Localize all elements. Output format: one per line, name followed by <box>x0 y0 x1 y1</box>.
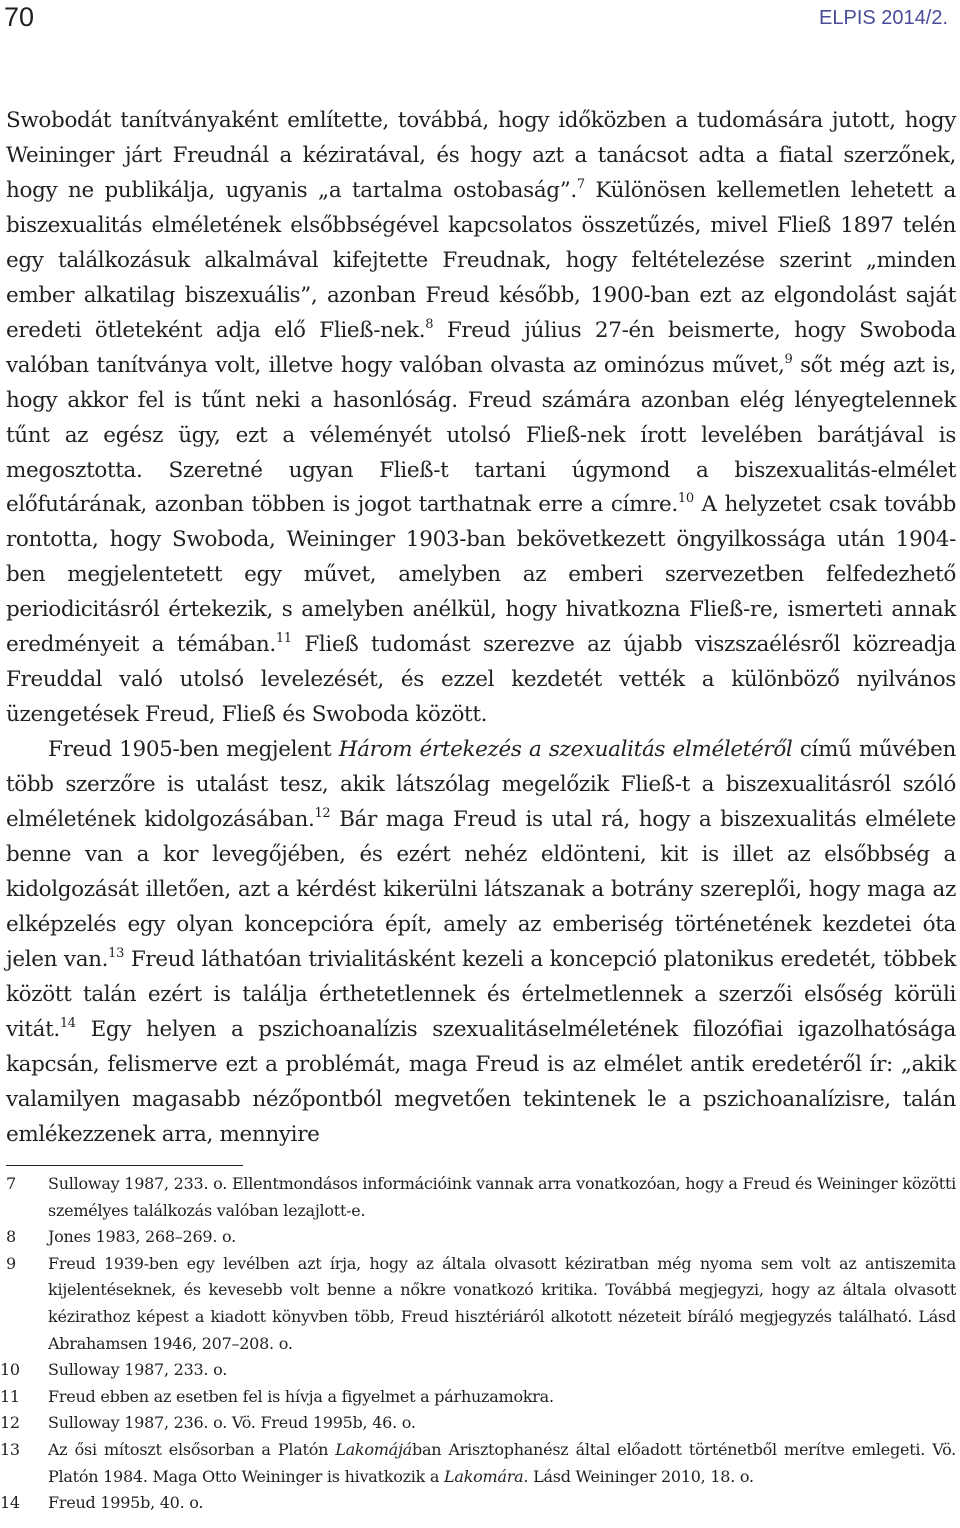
footnote-ref-10: 10 <box>677 491 694 507</box>
paragraph-2 <box>6 733 956 1152</box>
footnote-text: Freud 1939-ben egy levélben azt írja, hogy az általa olvasott kéziratban még nyoma sem volt az antiszemita kijelentéseknek, és kevesebb volt benne a nőkre vonatkozó kritika. Továbbá megjegyzi, hogy az általa olvasott kézirathoz képest a kiadott könyvben több, Freud hisztériáról alkotott nézeteit bíráló megjegyzés található. Lásd Abrahamsen 1946, 207–208. o. <box>48 1253 956 1353</box>
footnote-11 <box>0 1384 956 1411</box>
text-span: sőt még azt is, hogy akkor fel is tűnt neki a hasonlóság. Freud számára azonban elég lényegtelennek tűnt az egész ügy, ezt a véleményét utolsó Fließ-nek írott levelében barátjával is megosztotta. Szeretné ugyan Fließ-t tartani úgymond a biszexualitás-elmélet előfutárának, azonban többen is jogot tarthatnak erre a címre. <box>6 352 956 518</box>
footnote-text: Sulloway 1987, 233. o. Ellentmondásos információink vannak arra vonatkozóan, hogy a Freud és Weininger közötti személyes találkozás valóban lezajlott-e. <box>48 1174 956 1220</box>
footnote-number: 11 <box>0 1386 20 1406</box>
text-span: Freud láthatóan trivialitásként kezeli a koncepció platonikus eredetét, többek között talán ezért is találja érthetetlennek és értelmetlennek a szerzői elsőség körüli vitát. <box>6 946 956 1042</box>
text-span: Egy helyen a pszichoanalízis szexualitáselméletének filozófiai igazolhatósága kapcsán, felismerve ezt a problémát, maga Freud is az elmélet antik eredetéről ír: „akik valamilyen magasabb nézőpontból megvetően tekintenek le a pszichoanalízisre, talán emlékezzenek arra, mennyire <box>6 1016 956 1147</box>
book-title: Három értekezés a szexualitás elméletéről <box>338 737 793 763</box>
text-span: című művében több szerzőre is utalást tesz, akik látszólag megelőzik Fließ-t a biszexualitásról szóló elméletének kidolgozásában. <box>6 737 956 833</box>
footnote-number: 8 <box>6 1227 16 1247</box>
footnote-13 <box>0 1437 956 1490</box>
footnotes <box>0 1171 956 1517</box>
footnote-ref-7: 7 <box>576 176 585 192</box>
page-header <box>0 0 960 40</box>
work-title: Lakomájá <box>335 1439 412 1459</box>
footnote-8 <box>0 1224 956 1251</box>
footnote-number: 9 <box>6 1253 16 1273</box>
text-span: Az ősi mítoszt elsősorban a Platón <box>48 1439 336 1459</box>
text-span: Swobodát tanítványaként említette, továbbá, hogy időközben a tudomására jutott, hogy Weininger járt Freudnál a kéziratával, és hogy azt a tanácsot adta a fiatal szerzőnek, hogy ne publikálja, ugyanis „a tartalma ostobaság”. <box>6 108 956 203</box>
footnote-7 <box>0 1171 956 1224</box>
footnote-ref-8: 8 <box>425 316 434 332</box>
text-span: Különösen kellemetlen lehetett a biszexualitás elméletének elsőbbségével kapcsolatos összetűzés, mivel Fließ 1897 telén egy találkozásuk alkalmával kifejtette Freudnak, hogy feltételezése szerint „minden ember alkatilag biszexuális”, azonban Freud később, 1900-ban ezt az elgondolást saját eredeti ötleteként adja elő Fließ-nek. <box>6 177 956 343</box>
footnote-ref-11: 11 <box>275 631 292 647</box>
footnote-ref-9: 9 <box>784 351 793 367</box>
text-span: Freud július 27-én beismerte, hogy Swoboda valóban tanítványa volt, illetve hogy valóban olvasta az ominózus művet, <box>6 317 956 378</box>
footnote-separator <box>6 1165 243 1166</box>
text-span: Fließ tudomást szerezve az újabb viszszaélésről közreadja Freuddal való utolsó levelezését, és ezzel kezdetét vették a különböző nyilvános üzengetések Freud, Fließ és Swoboda között. <box>6 632 956 728</box>
text-span: Freud 1905-ben megjelent <box>48 737 339 763</box>
footnote-10 <box>0 1357 956 1384</box>
footnote-number: 7 <box>6 1174 16 1193</box>
journal-running-head: ELPIS 2014/2. <box>819 7 948 29</box>
page-number: 70 <box>4 2 35 32</box>
footnote-14 <box>0 1490 956 1517</box>
work-title: Lakomára. <box>444 1466 529 1486</box>
footnote-number: 10 <box>0 1360 20 1380</box>
paragraph-1 <box>6 104 956 733</box>
footnote-number: 13 <box>0 1439 20 1459</box>
footnote-ref-14: 14 <box>59 1015 76 1031</box>
footnote-text: Jones 1983, 268–269. o. <box>48 1227 236 1247</box>
footnote-text: Freud ebben az esetben fel is hívja a figyelmet a párhuzamokra. <box>48 1386 554 1406</box>
footnote-text: Sulloway 1987, 236. o. Vö. Freud 1995b, 46. o. <box>48 1413 416 1433</box>
footnote-text: Freud 1995b, 40. o. <box>48 1493 204 1513</box>
footnote-text: Sulloway 1987, 233. o. <box>48 1360 228 1380</box>
footnote-number: 14 <box>0 1493 20 1513</box>
text-span: ban Arisztophanész által előadott történetből merítve emlegeti. Vö. Platón 1984. Maga Otto Weininger is hivatkozik a <box>48 1439 957 1486</box>
text-span: A helyzetet csak tovább rontotta, hogy Swoboda, Weininger 1903-ban bekövetkezett öngyilkossága után 1904-ben megjelentetett egy művet, amelyben az emberi szervezetben felfedezhető periodicitásról értekezik, s amelyben anélkül, hogy hivatkozna Fließ-re, ismerteti annak eredményeit a témában. <box>6 492 957 658</box>
main-text <box>6 104 956 1153</box>
footnote-number: 12 <box>0 1413 20 1433</box>
footnote-ref-12: 12 <box>314 806 331 822</box>
footnote-ref-13: 13 <box>108 945 125 961</box>
text-span: Bár maga Freud is utal rá, hogy a biszexualitás elmélete benne van a kor levegőjében, és ezért nehéz eldönteni, kit is illet az elsőbbség a kidolgozását illetően, azt a kérdést kikerülni látszanak a botrány szereplői, hogy maga az elképzelés egy olyan koncepcióra épít, amely az emberiség történetének kezdetei óta jelen van. <box>6 807 956 972</box>
footnote-12 <box>0 1410 956 1437</box>
text-span: Lásd Weininger 2010, 18. o. <box>528 1466 754 1486</box>
footnote-text <box>48 1437 956 1490</box>
footnote-9 <box>0 1251 956 1357</box>
